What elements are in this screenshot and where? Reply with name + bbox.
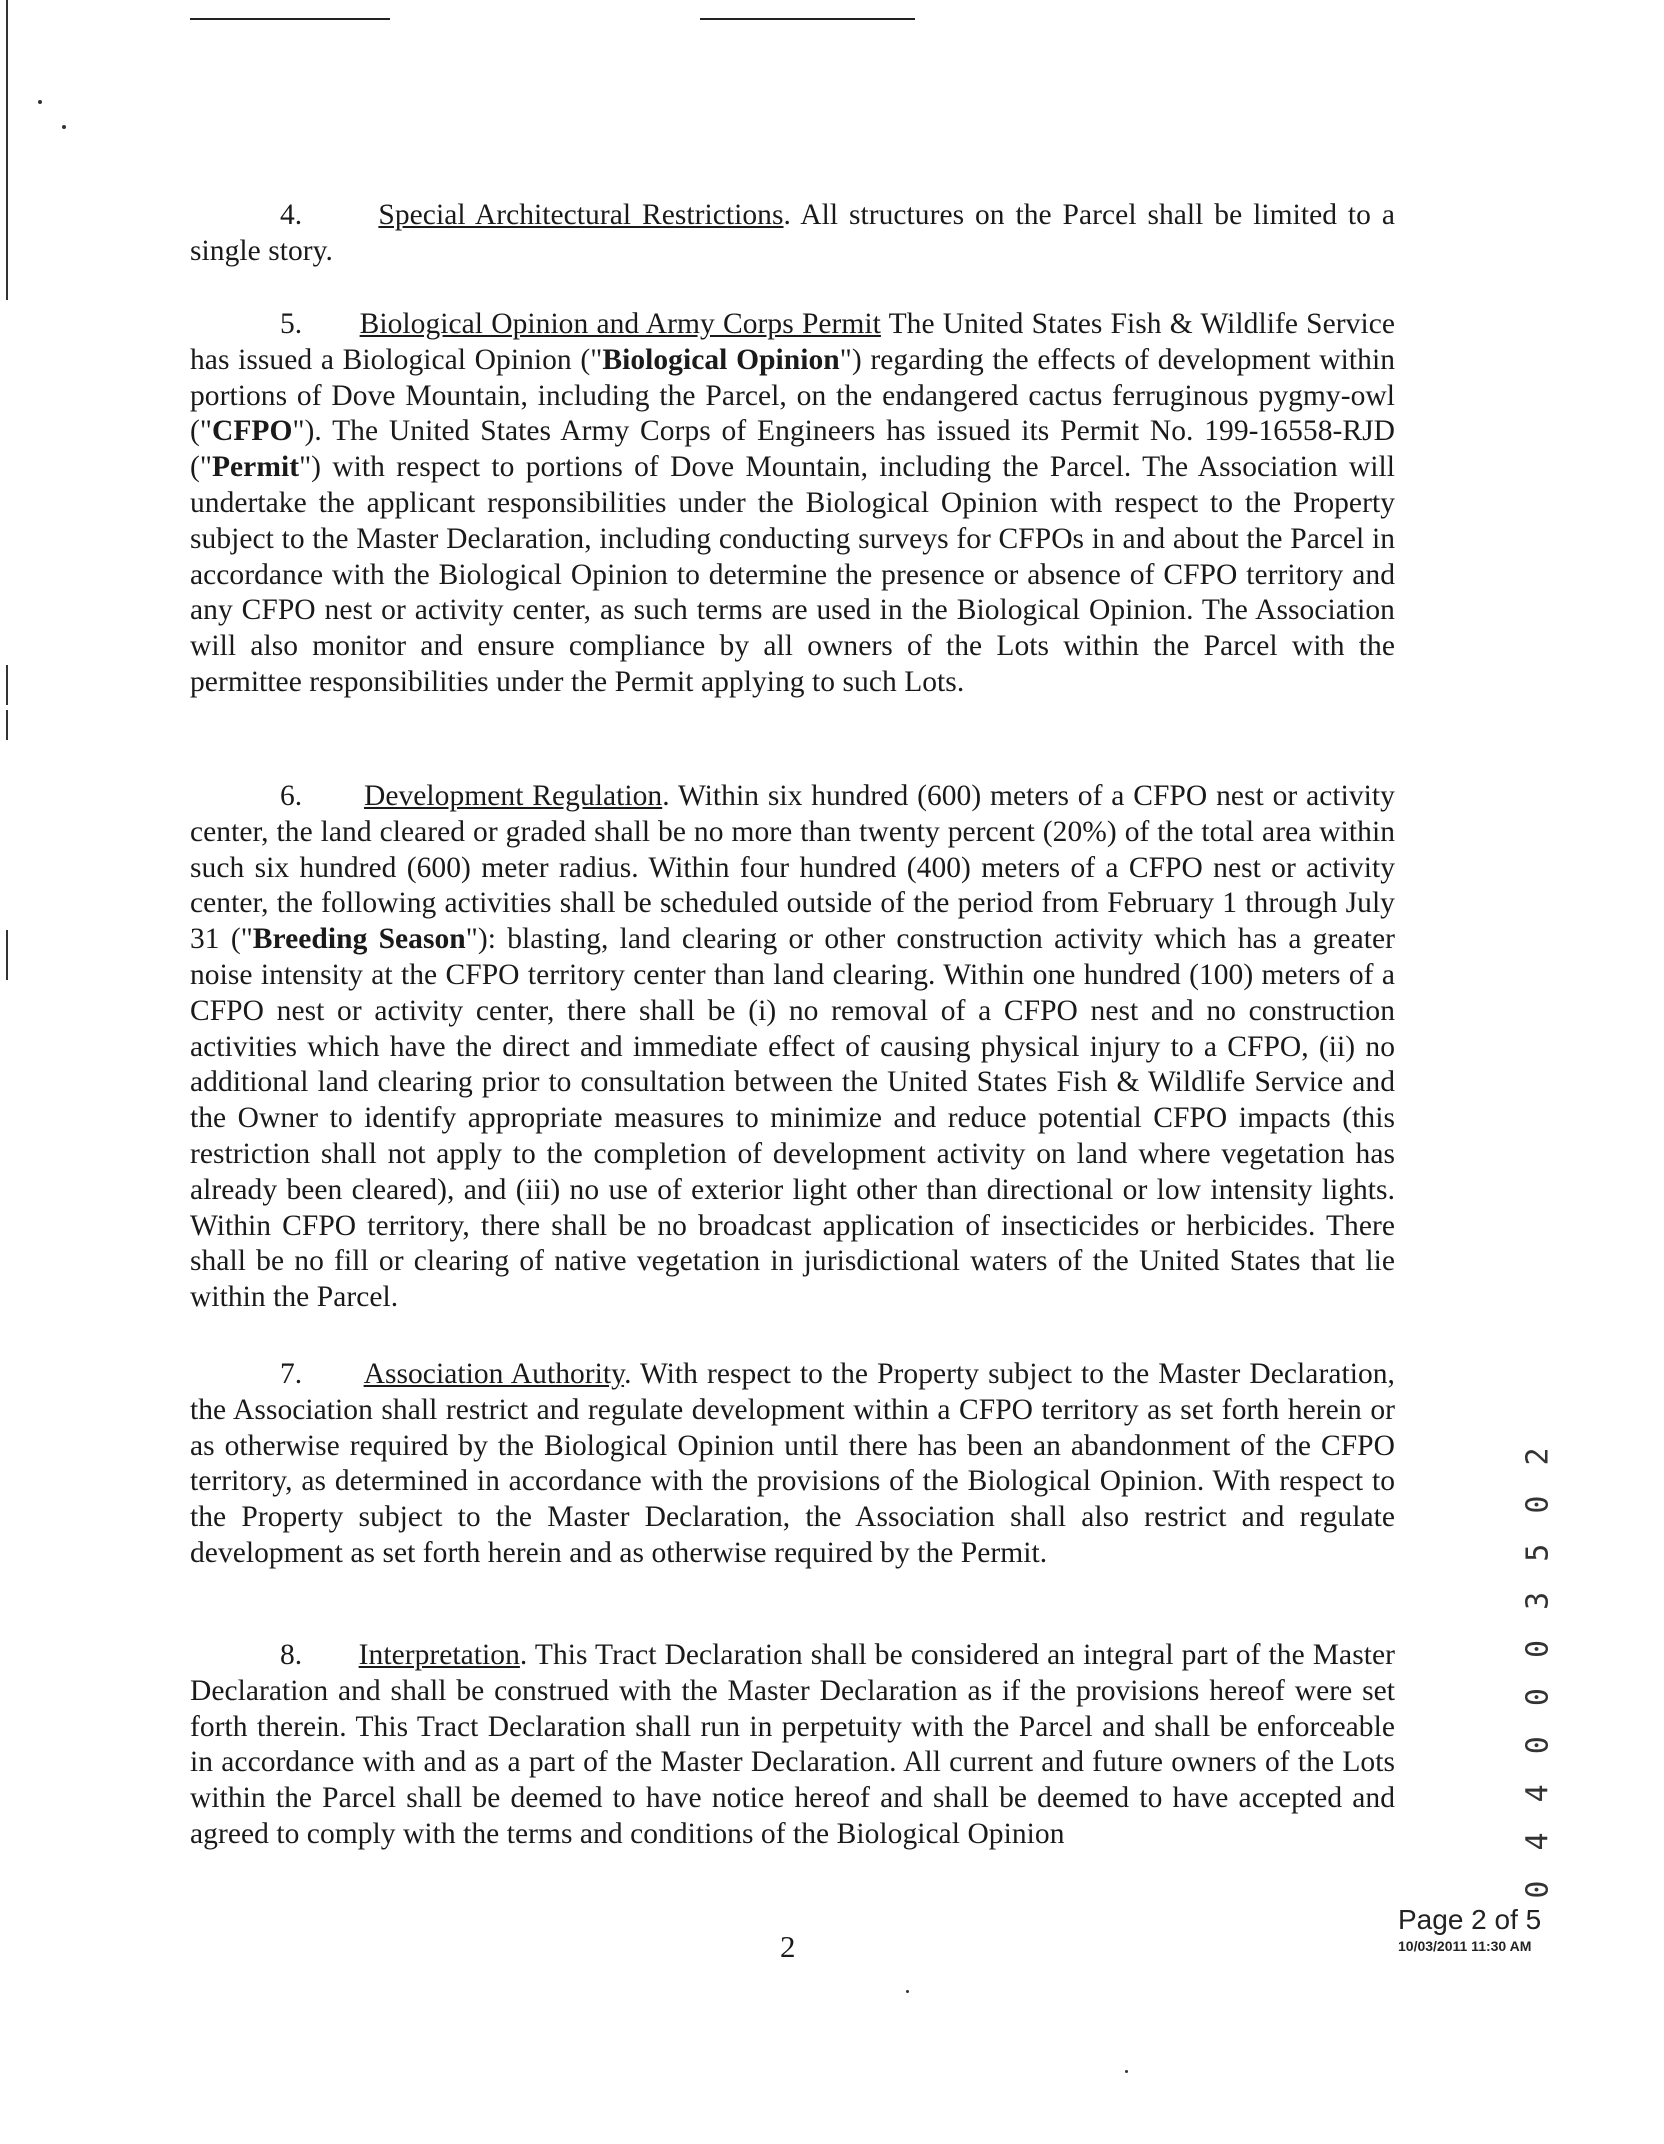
paragraph-number: 7. <box>280 1358 303 1390</box>
scan-speck <box>906 1990 909 1993</box>
scan-speck <box>38 100 42 104</box>
scan-margin-tick <box>6 930 8 980</box>
paragraph-5 <box>190 307 1395 701</box>
scan-left-border <box>6 0 8 300</box>
paragraph-heading: Interpretation <box>358 1639 520 1671</box>
scan-margin-tick <box>6 665 8 705</box>
paragraph-4 <box>190 198 1395 270</box>
heading-punct: . <box>519 1639 528 1671</box>
defined-term: CFPO <box>211 415 293 448</box>
paragraph-number: 5. <box>280 308 303 340</box>
paragraph-number: 6. <box>280 780 303 812</box>
heading-punct: . <box>624 1358 632 1390</box>
scan-speck <box>1125 2070 1128 2073</box>
paragraph-text: The United States Fish & Wildlife Service has issued a Biological Opinion (" <box>190 308 1395 376</box>
paragraph-text: All structures on the Parcel shall be limited to a single story. <box>190 199 1395 267</box>
paragraph-8 <box>190 1638 1395 1853</box>
paragraph-heading: Development Regulation <box>363 780 663 812</box>
recording-stamp-text: 0 4 4 0 0 0 3 5 0 2 <box>1520 1441 1556 1899</box>
scan-margin-tick <box>6 710 8 740</box>
scan-rule-left <box>190 18 390 20</box>
defined-term: Breeding Season <box>252 923 466 956</box>
heading-punct: . <box>783 199 791 231</box>
defined-term: Permit <box>211 451 300 484</box>
paragraph-7 <box>190 1357 1395 1572</box>
paragraph-heading: Special Architectural Restrictions <box>378 199 784 231</box>
paragraph-text: With respect to the Property subject to the Master Declaration, the Association shall restrict and regulate development within a CFPO territory as set forth herein or as otherwise required by the Biological Opinion until there has been an abandonment of the CFPO territory, as determined in accordance with the provisions of the Biological Opinion. With respect to the Property subject to the Master Declaration, the Association shall also restrict and regulate development as set forth herein and as otherwise required by the Permit. <box>190 1358 1395 1569</box>
paragraph-text: "): blasting, land clearing or other construction activity which has a greater noise intensity at the CFPO territory center than land clearing. Within one hundred (100) meters of a CFPO nest or activity center, there shall be (i) no removal of a CFPO nest and no construction activities which have the direct and immediate effect of causing physical injury to a CFPO, (ii) no additional land clearing prior to consultation between the United States Fish & Wildlife Service and the Owner to identify appropriate measures to minimize and reduce potential CFPO impacts (this restriction shall not apply to the completion of development activity on land where vegetation has already been cleared), and (iii) no use of exterior light other than directional or low intensity lights. Within CFPO territory, there shall be no broadcast application of insecticides or herbicides. There shall be no fill or clearing of native vegetation in jurisdictional waters of the United States that lie within the Parcel. <box>190 923 1395 1314</box>
paragraph-number: 8. <box>280 1639 303 1671</box>
paragraph-text: "). The United States Army Corps of Engineers has issued its Permit No. 199-16558-RJD (" <box>190 415 1395 484</box>
recording-timestamp: 10/03/2011 11:30 AM <box>1398 1938 1532 1954</box>
paragraph-heading: Association Authority <box>363 1358 625 1390</box>
paragraph-text: ") with respect to portions of Dove Mountain, including the Parcel. The Association will undertake the applicant responsibilities under the Biological Opinion with respect to the Property subject to the Master Declaration, including conducting surveys for CFPOs in and about the Parcel in accordance with the Biological Opinion to determine the presence or absence of CFPO territory and any CFPO nest or activity center, as such terms are used in the Biological Opinion. The Association will also monitor and ensure compliance by all owners of the Lots within the Parcel with the permittee responsibilities under the Permit applying to such Lots. <box>190 451 1395 698</box>
page-number: 2 <box>780 1929 796 1964</box>
paragraph-heading: Biological Opinion and Army Corps Permit <box>359 308 881 340</box>
heading-punct: . <box>662 780 670 812</box>
page-of-label: Page 2 of 5 <box>1398 1904 1542 1935</box>
paragraph-text: Within six hundred (600) meters of a CFPO nest or activity center, the land cleared or graded shall be no more than twenty percent (20%) of the total area within such six hundred (600) meter radius. Within four hundred (400) meters of a CFPO nest or activity center, the following activities shall be scheduled outside of the period from February 1 through July 31 (" <box>190 780 1395 956</box>
paragraph-text: ") regarding the effects of development within portions of Dove Mountain, including the Parcel, on the endangered cactus ferruginous pygmy-owl (" <box>190 343 1396 448</box>
paragraph-text: This Tract Declaration shall be considered an integral part of the Master Declaration and shall be construed with the Master Declaration as if the provisions hereof were set forth therein. This Tract Declaration shall run in perpetuity with the Parcel and shall be enforceable in accordance with and as a part of the Master Declaration. All current and future owners of the Lots within the Parcel shall be deemed to have notice hereof and shall be deemed to have accepted and agreed to comply with the terms and conditions of the Biological Opinion <box>190 1639 1395 1850</box>
paragraph-number: 4. <box>280 199 303 231</box>
defined-term: Biological Opinion <box>602 343 840 376</box>
scan-rule-right <box>700 18 915 20</box>
scan-speck <box>62 125 66 129</box>
recording-stamp <box>1518 1441 1558 1899</box>
paragraph-6 <box>190 779 1395 1316</box>
